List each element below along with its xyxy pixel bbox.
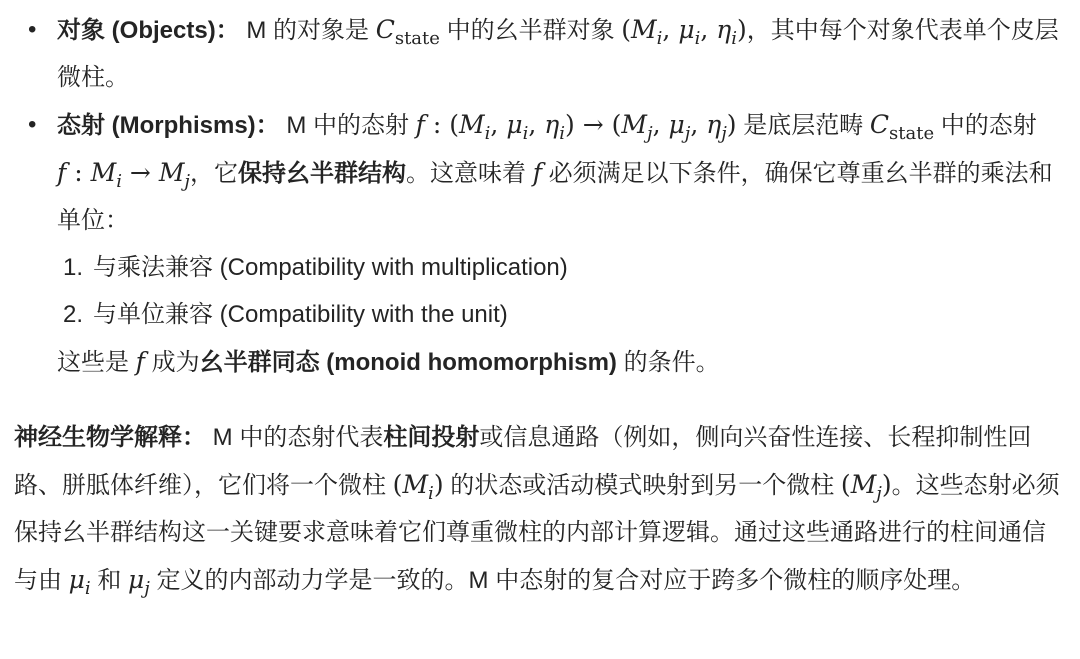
math-expression: $(M_i)$ xyxy=(392,470,444,504)
condition-multiplication-text xyxy=(93,244,1066,291)
item-number: 2. xyxy=(63,301,84,328)
math-expression: f xyxy=(532,158,542,187)
text-run: ，它 xyxy=(190,160,239,187)
text-run: 定义的内部动力学是一致的。M 中态射的复合对应于跨多个微柱的顺序处理。 xyxy=(149,567,976,594)
text-run: 这些是 xyxy=(57,349,136,376)
condition-item-unit xyxy=(57,291,1066,338)
neurobiology-paragraph xyxy=(14,414,1066,604)
text-run: 的条件。 xyxy=(616,349,720,376)
condition-item-multiplication xyxy=(57,244,1066,291)
math-expression: $\mu_i$ xyxy=(68,565,91,599)
text-run: 成为 xyxy=(144,349,200,376)
compatibility-conditions-list xyxy=(57,244,1066,338)
text-run: M 中的态射代表 xyxy=(206,424,384,451)
text-run: 与乘法兼容 (Compatibility with multiplication) xyxy=(93,254,568,281)
text-run: 和 xyxy=(90,567,129,594)
math-expression: f : $M_i \to M_j$ xyxy=(57,158,191,192)
math-expression: ($M_i$, $\mu_i$, $\eta_i$) xyxy=(621,15,747,49)
text-run: 必须满足以下条件，确保它尊重幺半群的乘法和单位： xyxy=(57,160,1053,234)
bold-text-run: 对象 (Objects)： xyxy=(57,17,240,44)
bullet-icon: • xyxy=(28,111,37,138)
text-run: 与单位兼容 (Compatibility with the unit) xyxy=(93,301,508,328)
text-run: 。这意味着 xyxy=(406,160,533,187)
text-run: 。这些态射必须保持幺半群结构这一关键要求意味着它们尊重微柱的内部计算逻辑。通过这些通路进行的柱间通信与由 xyxy=(14,472,1060,594)
bold-text-run: 神经生物学解释： xyxy=(14,424,206,451)
math-expression: f xyxy=(135,347,145,376)
condition-unit-text xyxy=(93,291,1066,338)
objects-definition-text xyxy=(57,6,1066,101)
bold-text-run: 幺半群同态 (monoid homomorphism) xyxy=(199,349,617,376)
text-run: M 中的态射 xyxy=(279,112,416,139)
text-run: 的状态或活动模式映射到另一个微柱 xyxy=(443,472,841,499)
list-item-objects xyxy=(14,6,1066,101)
text-run: 或信息通路（例如，侧向兴奋性连接、长程抑制性回路、胼胝体纤维），它们将一个微柱 xyxy=(14,424,1032,499)
bold-text-run: 态射 (Morphisms)： xyxy=(57,112,280,139)
text-run: ，其中每个对象代表单个皮层微柱。 xyxy=(57,17,1059,91)
text-run: 中的态射 xyxy=(934,112,1037,139)
closing-line-text xyxy=(57,338,1066,386)
item-number: 1. xyxy=(63,254,84,281)
text-run: 是底层范畴 xyxy=(736,112,870,139)
math-expression: $C_{state}$ xyxy=(869,110,935,144)
math-expression: $(M_j)$ xyxy=(840,470,892,504)
bullet-list xyxy=(14,6,1066,386)
text-run: 中的幺半群对象 xyxy=(439,17,622,44)
morphisms-definition-text xyxy=(57,101,1066,244)
text-run: M 的对象是 xyxy=(239,17,376,44)
math-expression: $C_{state}$ xyxy=(375,15,440,49)
list-item-morphisms xyxy=(14,101,1066,386)
math-expression: $\mu_j$ xyxy=(128,565,150,599)
math-expression: f : ($M_i$, $\mu_i$, $\eta_i) \to (M_j$, $\mu_j$, $\eta_j$) xyxy=(415,110,737,144)
bullet-icon: • xyxy=(28,16,37,43)
bold-text-run: 保持幺半群结构 xyxy=(238,160,407,187)
bold-text-run: 柱间投射 xyxy=(383,424,480,451)
